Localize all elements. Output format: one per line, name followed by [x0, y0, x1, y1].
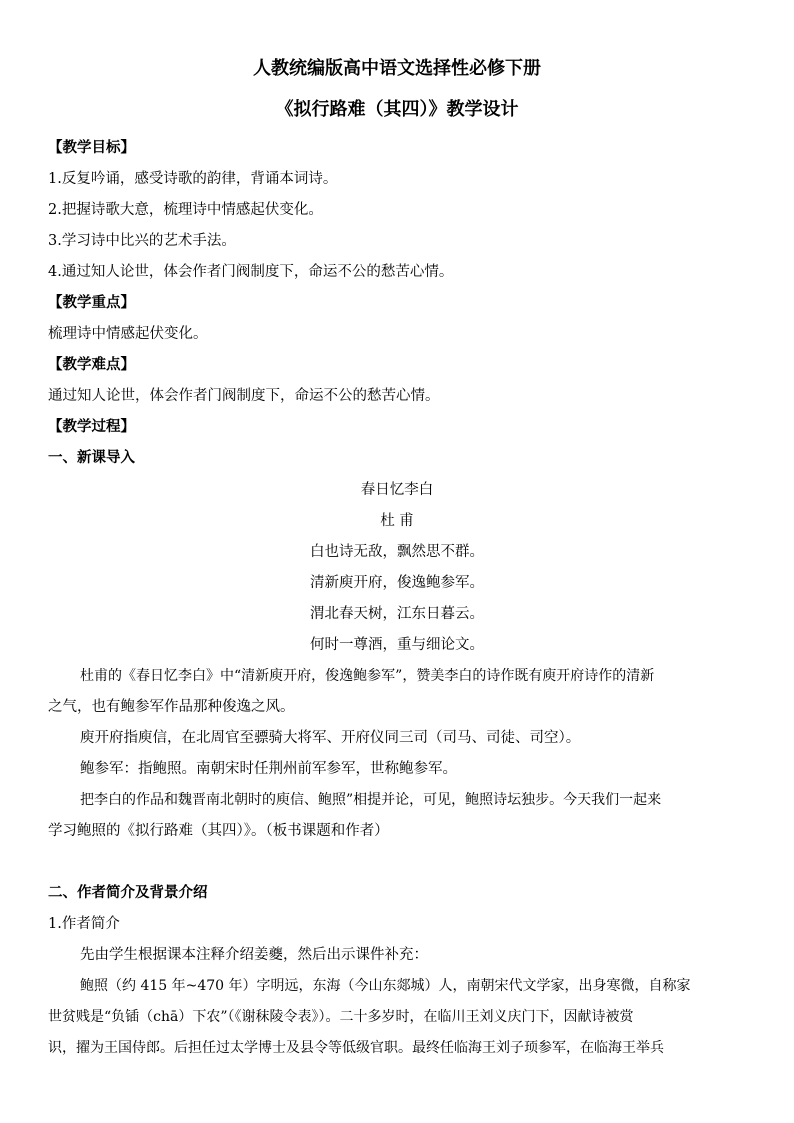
document-title: 人教统编版高中语文选择性必修下册 [253, 58, 541, 79]
key-point-text: 梳理诗中情感起伏变化。 [48, 326, 208, 342]
paragraph-line: 庾开府指庾信，在北周官至骠骑大将军、开府仪同三司（司马、司徒、司空）。 [80, 730, 581, 746]
difficulty-text: 通过知人论世，体会作者门阀制度下，命运不公的愁苦心情。 [48, 388, 440, 404]
paragraph-line: 把李白的作品和魏晋南北朝时的庾信、鲍照”相提并论，可见，鲍照诗坛独步。今天我们一起来 [80, 792, 662, 808]
paragraph-line: 鲍参军：指鲍照。南朝宋时任荆州前军参军，世称鲍参军。 [80, 761, 457, 777]
poem-line: 清新庾开府，俊逸鲍参军。 [310, 575, 484, 591]
section-heading: 二、作者简介及背景介绍 [48, 884, 208, 901]
poem-line: 白也诗无敌，飘然思不群。 [310, 544, 484, 560]
poem-line: 何时一尊酒，重与细论文。 [310, 637, 484, 653]
goal-item: 2.把握诗歌大意，梳理诗中情感起伏变化。 [48, 202, 323, 218]
paragraph-line: 之气，也有鲍参军作品那种俊逸之风。 [48, 699, 295, 715]
process-heading: 【教学过程】 [48, 418, 135, 435]
goal-item: 4.通过知人论世，体会作者门阀制度下，命运不公的愁苦心情。 [48, 264, 454, 280]
subsection-heading: 1.作者简介 [48, 916, 120, 932]
section-heading: 一、新课导入 [48, 449, 135, 466]
poem-author: 杜 甫 [380, 513, 414, 529]
goals-heading: 【教学目标】 [48, 139, 135, 156]
goal-item: 3.学习诗中比兴的艺术手法。 [48, 233, 236, 249]
paragraph-line: 先由学生根据课本注释介绍姜夔，然后出示课件补充： [80, 947, 428, 963]
poem-title: 春日忆李白 [360, 482, 434, 498]
paragraph-line: 世贫贱是“负锸（chā）下农”（《谢秣陵令表》）。二十多岁时，在临川王刘义庆门下，因献诗被赏 [48, 1009, 634, 1025]
paragraph-line: 杜甫的《春日忆李白》中“清新庾开府，俊逸鲍参军”，赞美李白的诗作既有庾开府诗作的清新 [80, 668, 655, 684]
difficulty-heading: 【教学难点】 [48, 356, 135, 373]
paragraph-line: 学习鲍照的《拟行路难（其四）》。（板书课题和作者） [48, 823, 389, 839]
key-point-heading: 【教学重点】 [48, 294, 135, 311]
document-subtitle: 《拟行路难（其四）》教学设计 [275, 99, 519, 120]
poem-line: 渭北春天树，江东日暮云。 [310, 606, 484, 622]
goal-item: 1.反复吟诵，感受诗歌的韵律，背诵本词诗。 [48, 171, 338, 187]
paragraph-line: 鲍照（约 415 年~470 年）字明远，东海（今山东郯城）人，南朝宋代文学家，出身寒微，自称家 [80, 978, 691, 994]
paragraph-line: 识，擢为王国侍郎。后担任过太学博士及县令等低级官职。最终任临海王刘子顼参军，在临海王举兵 [48, 1040, 664, 1056]
